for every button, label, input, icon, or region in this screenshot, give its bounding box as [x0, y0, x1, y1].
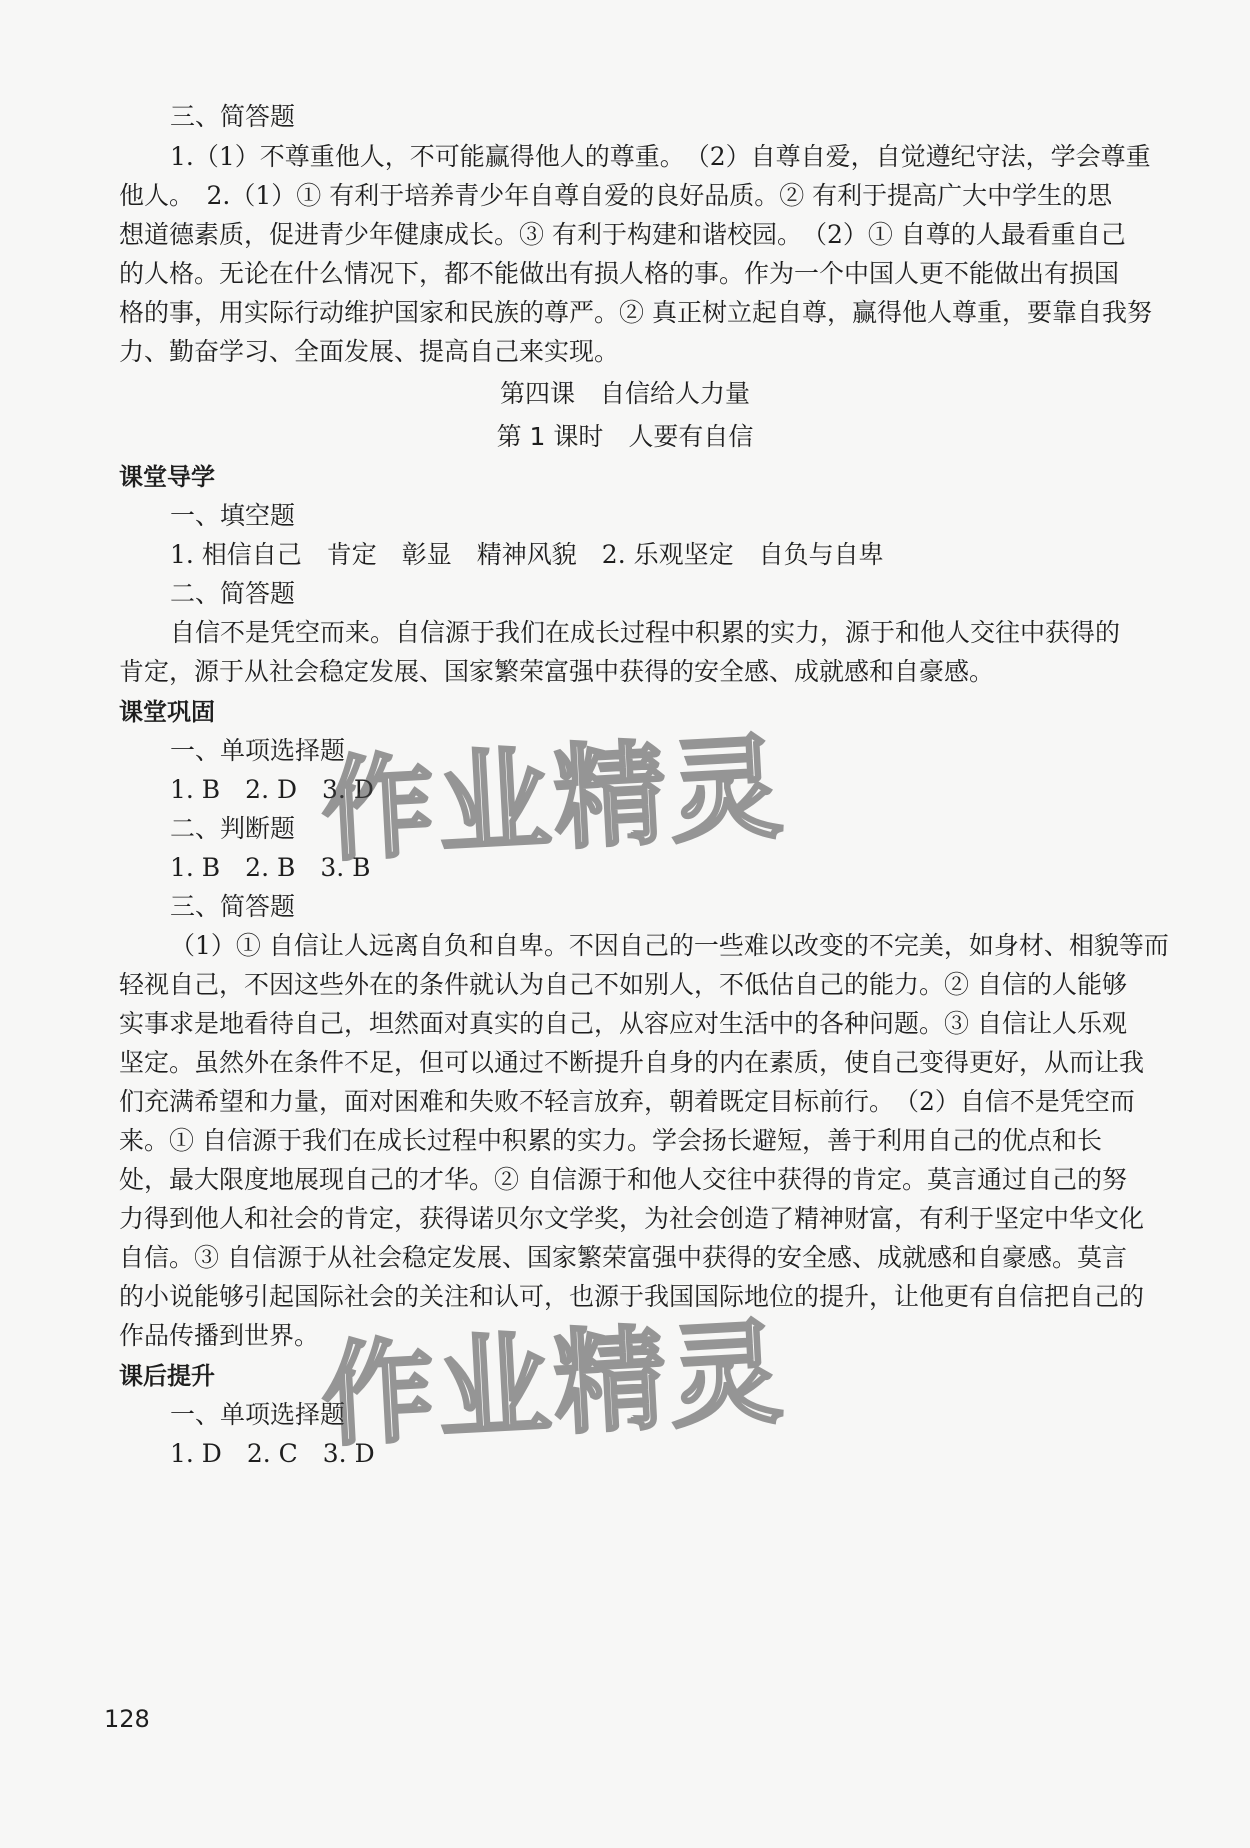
- answer-line: 轻视自己，不因这些外在的条件就认为自己不如别人，不低估自己的能力。② 自信的人能够: [119, 970, 1127, 999]
- page-number: 128: [104, 1705, 150, 1733]
- answer-line: 1. D 2. C 3. D: [170, 1439, 375, 1468]
- question-label: 二、简答题: [170, 579, 296, 608]
- answer-line: 实事求是地看待自己，坦然面对真实的自己，从容应对生活中的各种问题。③ 自信让人乐观: [119, 1009, 1127, 1038]
- answer-line: 1. 相信自己 肯定 彰显 精神风貌 2. 乐观坚定 自负与自卑: [170, 540, 884, 569]
- top-answer-line: 力、勤奋学习、全面发展、提高自己来实现。: [119, 337, 620, 366]
- question-label: 一、填空题: [170, 501, 296, 530]
- section-title-tisheng: 课后提升: [119, 1362, 215, 1390]
- section-title-daoxue: 课堂导学: [119, 463, 215, 491]
- answer-line: 自信。③ 自信源于从社会稳定发展、国家繁荣富强中获得的安全感、成就感和自豪感。莫言: [119, 1243, 1127, 1272]
- answer-line: 力得到他人和社会的肯定，获得诺贝尔文学奖，为社会创造了精神财富，有利于坚定中华文化: [119, 1204, 1145, 1233]
- answer-line: 来。① 自信源于我们在成长过程中积累的实力。学会扬长避短，善于利用自己的优点和长: [119, 1126, 1102, 1155]
- answer-line: 1. B 2. B 3. B: [170, 853, 371, 882]
- period-title: 第 1 课时 人要有自信: [496, 422, 754, 451]
- question-label: 一、单项选择题: [170, 1400, 346, 1429]
- answer-line: 肯定，源于从社会稳定发展、国家繁荣富强中获得的安全感、成就感和自豪感。: [119, 657, 995, 686]
- answer-line: 坚定。虽然外在条件不足，但可以通过不断提升自身的内在素质，使自己变得更好，从而让我: [119, 1048, 1145, 1077]
- answer-line: 1. B 2. D 3. D: [170, 775, 374, 804]
- lesson-title: 第四课 自信给人力量: [499, 379, 750, 408]
- top-answer-line: 的人格。无论在什么情况下，都不能做出有损人格的事。作为一个中国人更不能做出有损国: [119, 259, 1120, 288]
- answer-line: 的小说能够引起国际社会的关注和认可，也源于我国国际地位的提升，让他更有自信把自己的: [119, 1282, 1145, 1311]
- answer-line: 自信不是凭空而来。自信源于我们在成长过程中积累的实力，源于和他人交往中获得的: [170, 618, 1121, 647]
- section-title-gonggu: 课堂巩固: [119, 698, 215, 726]
- question-label: 二、判断题: [170, 814, 296, 843]
- top-answer-line: 他人。 2.（1）① 有利于培养青少年自尊自爱的良好品质。② 有利于提高广大中学生的思: [119, 181, 1113, 210]
- top-question-label: 三、简答题: [170, 102, 296, 131]
- top-answer-line: 1.（1）不尊重他人，不可能赢得他人的尊重。 （2）自尊自爱，自觉遵纪守法，学会尊重: [170, 142, 1151, 171]
- watermark: 作业精灵: [318, 722, 790, 878]
- answer-line: （1）① 自信让人远离自负和自卑。不因自己的一些难以改变的不完美，如身材、相貌等而: [170, 931, 1169, 960]
- answer-line: 们充满希望和力量，面对困难和失败不轻言放弃，朝着既定目标前行。 （2）自信不是凭空而: [119, 1087, 1135, 1116]
- question-label: 一、单项选择题: [170, 736, 346, 765]
- answer-line: 作品传播到世界。: [119, 1321, 320, 1350]
- top-answer-line: 想道德素质，促进青少年健康成长。③ 有利于构建和谐校园。 （2）① 自尊的人最看重自己: [119, 220, 1126, 249]
- watermark: 作业精灵: [318, 1307, 790, 1463]
- top-answer-line: 格的事，用实际行动维护国家和民族的尊严。② 真正树立起自尊，赢得他人尊重，要靠自我努: [119, 298, 1152, 327]
- question-label: 三、简答题: [170, 892, 296, 921]
- answer-line: 处，最大限度地展现自己的才华。② 自信源于和他人交往中获得的肯定。莫言通过自己的努: [119, 1165, 1127, 1194]
